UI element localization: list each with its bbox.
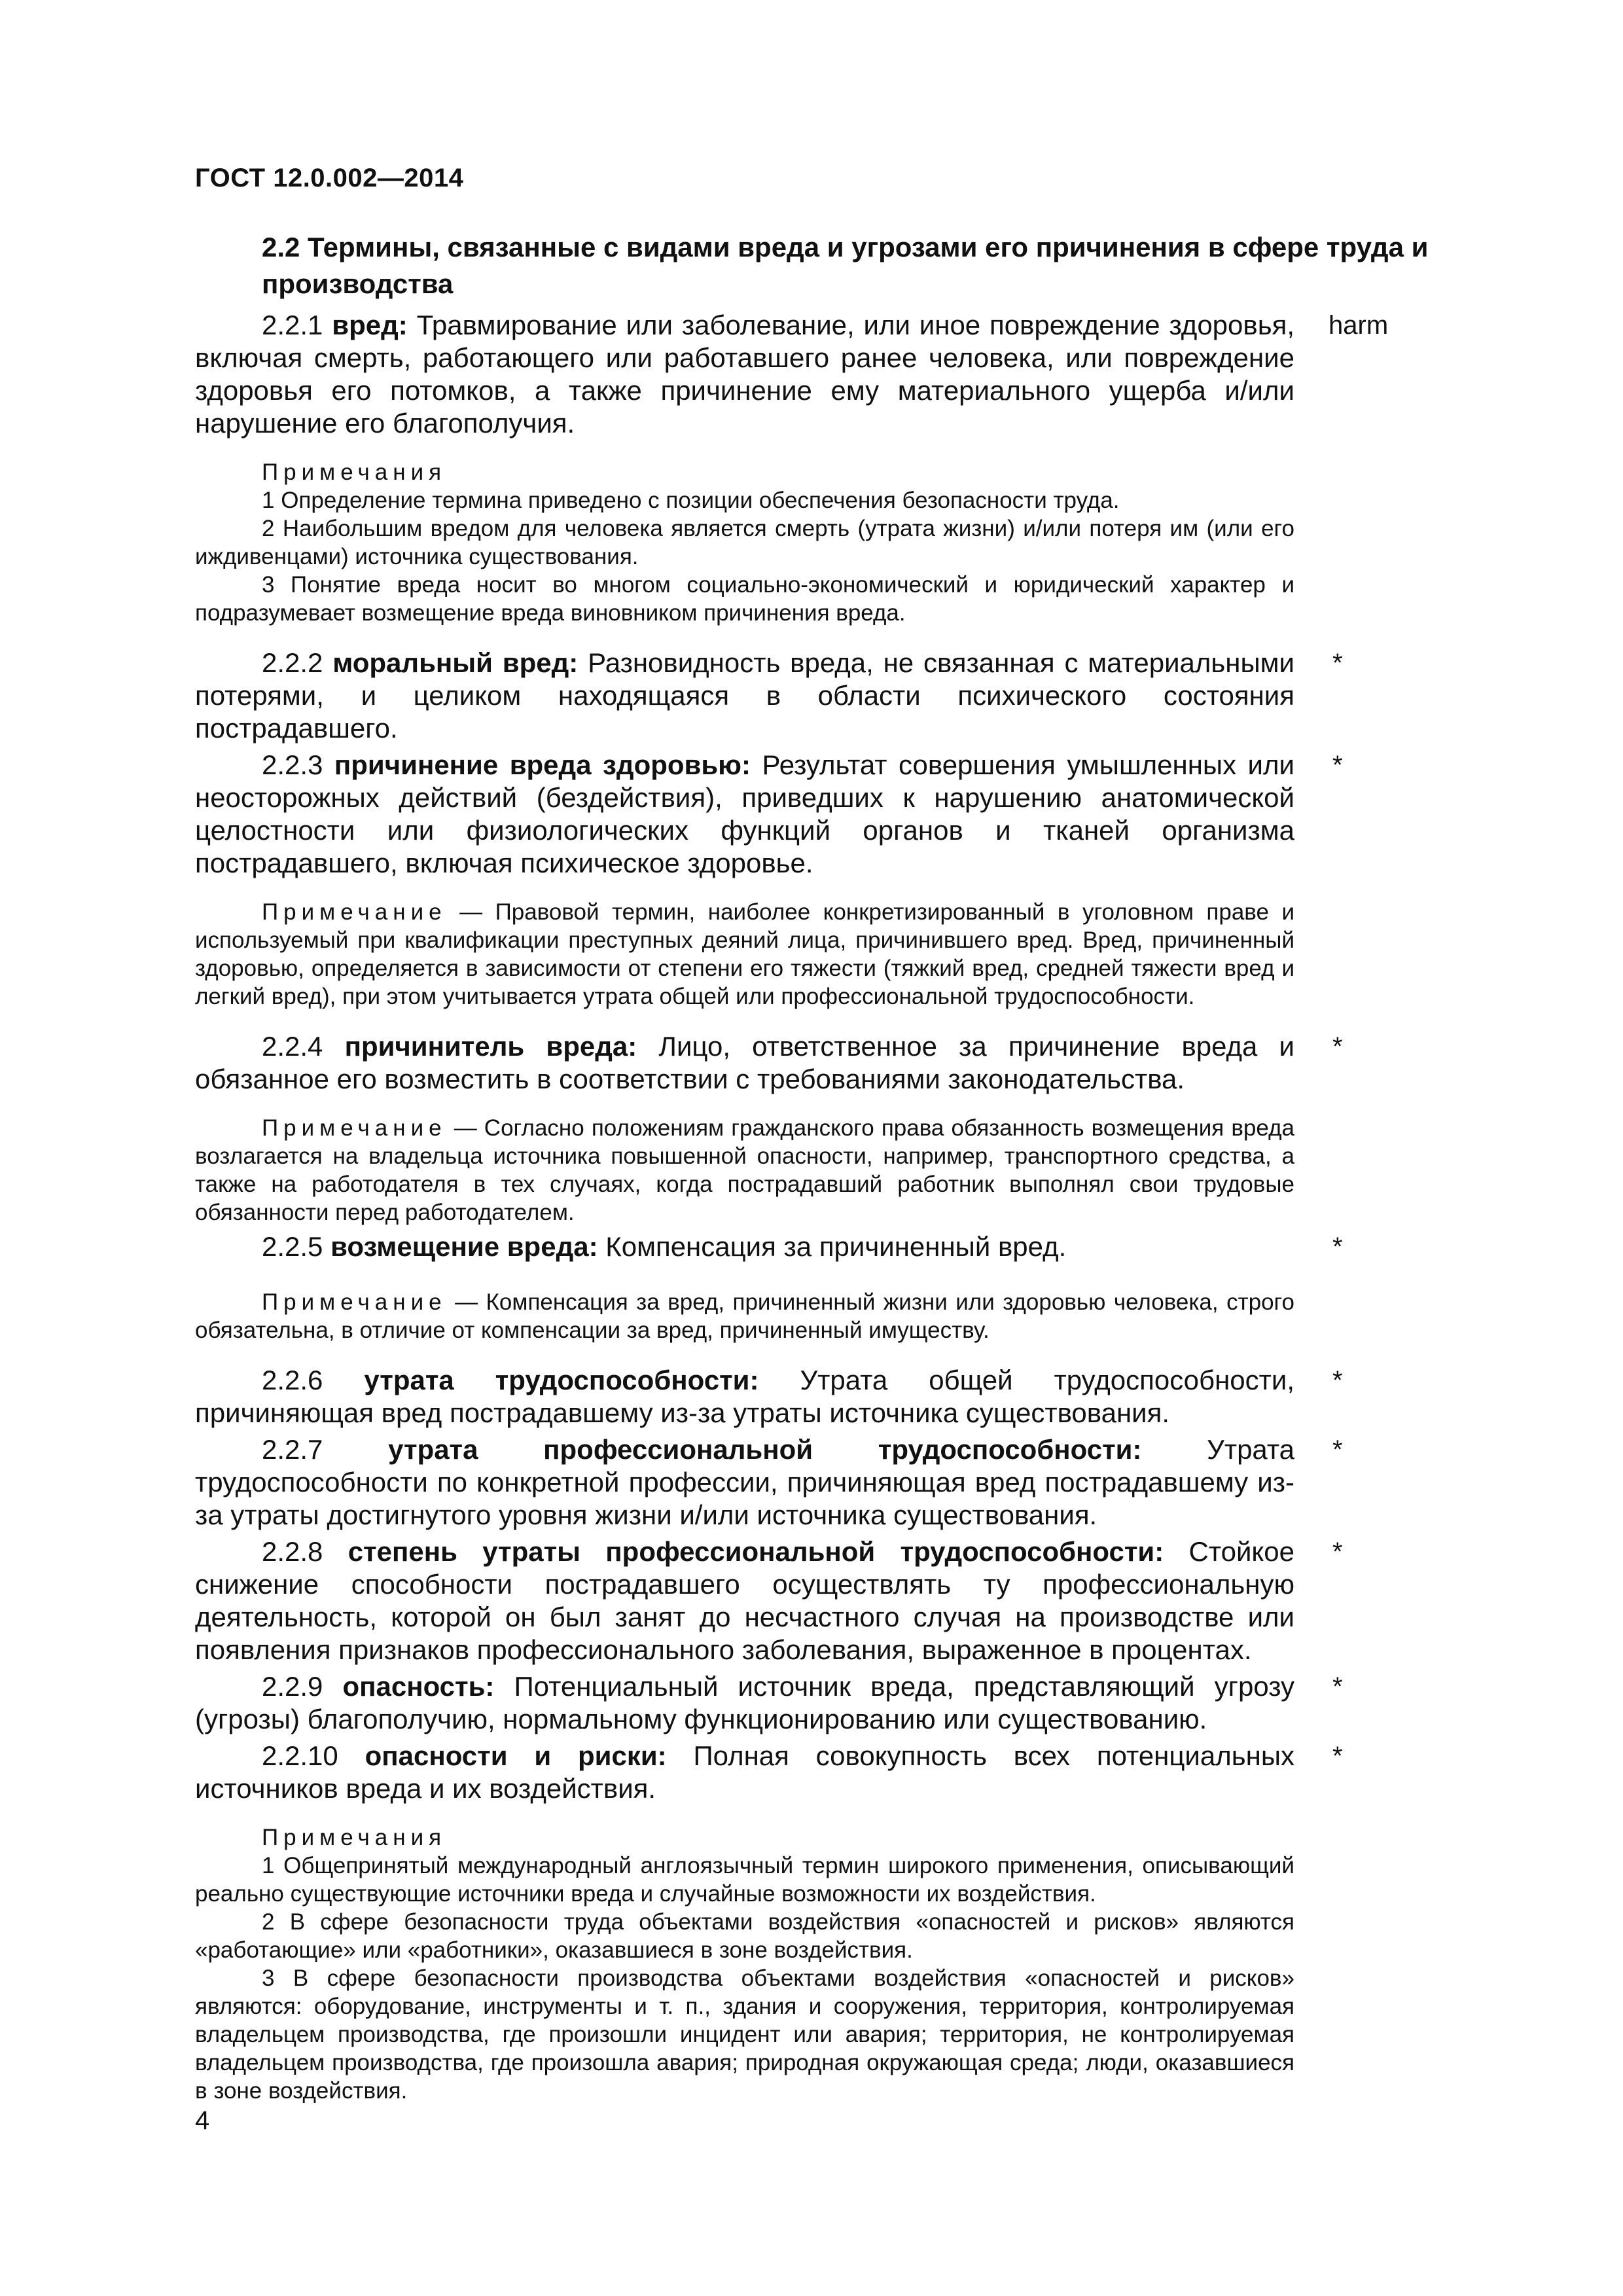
- term-number: 2.2.2: [262, 647, 323, 678]
- note-item: 1 Определение термина приведено с позиции обеспечения безопасности труда.: [262, 488, 1120, 513]
- asterisk-marker: *: [1332, 1232, 1343, 1261]
- term-definition: Полная совокупность всех потенциальных источников вреда и их воздействия.: [195, 1740, 1295, 1804]
- note-block-2-2-10: [195, 1823, 1294, 2105]
- term-definition: Утрата общей трудоспособности, причиняющая вред пострадавшему из-за утраты источника существования.: [195, 1365, 1295, 1428]
- term-number: 2.2.9: [262, 1671, 323, 1702]
- note-item: 3 В сфере безопасности производства объектами воздействия «опасностей и рисков» являются: оборудование, инструменты и т. п., здания и сооружения, территория, контролируемая владельцем производства, где произошли инцидент или авария; территория, не контролируемая владельцем производства, где произошла авария; природная окружающая среда; люди, оказавшиеся в зоне воздействия.: [195, 1965, 1294, 2104]
- term-definition: Результат совершения умышленных или неосторожных действий (бездействия), приведших к нарушению анатомической целостности или физиологических функций органов и тканей организма пострадавшего, включая психическое здоровье.: [195, 749, 1294, 878]
- term-number: 2.2.8: [262, 1536, 323, 1567]
- term-name: возмещение вреда:: [330, 1231, 598, 1262]
- note-block-2-2-1: [195, 458, 1294, 627]
- note-heading: Примечание: [262, 899, 447, 925]
- asterisk-marker: *: [1332, 1435, 1343, 1464]
- term-entry-2-2-3: [195, 749, 1343, 880]
- note-block-2-2-5: [195, 1288, 1294, 1344]
- term-definition: Утрата трудоспособности по конкретной профессии, причиняющая вред пострадавшему из-за утраты достигнутого уровня жизни и/или источника существования.: [195, 1434, 1294, 1530]
- term-number: 2.2.6: [262, 1365, 323, 1395]
- term-definition: Стойкое снижение способности пострадавшего осуществлять ту профессиональную деятельность, которой он был занят до несчастного случая на производстве или появления признаков профессионального заболевания, выраженное в процентах.: [195, 1536, 1294, 1665]
- note-item: 2 Наибольшим вредом для человека является смерть (утрата жизни) и/или потеря им (или его иждивенцами) источника существования.: [195, 516, 1294, 569]
- term-name: причинитель вреда:: [344, 1031, 637, 1062]
- term-number: 2.2.5: [262, 1231, 323, 1262]
- note-item: 1 Общепринятый международный англоязычный термин широкого применения, описывающий реально существующие источники вреда и случайные возможности их воздействия.: [195, 1853, 1294, 1907]
- asterisk-marker: *: [1332, 751, 1343, 780]
- term-number: 2.2.10: [262, 1740, 338, 1771]
- term-number: 2.2.1: [262, 310, 323, 340]
- page-number: 4: [195, 2106, 210, 2135]
- term-number: 2.2.4: [262, 1031, 323, 1062]
- note-block-2-2-4: [195, 1114, 1294, 1227]
- note-item: 3 Понятие вреда носит во многом социально-экономический и юридический характер и подразумевает возмещение вреда виновником причинения вреда.: [195, 572, 1294, 626]
- term-entry-2-2-8: [195, 1535, 1343, 1666]
- note-heading: Примечание: [262, 1289, 447, 1315]
- term-number: 2.2.7: [262, 1434, 323, 1465]
- document-body: [195, 229, 1429, 2125]
- note-heading: Примечания: [262, 459, 447, 485]
- term-name: опасность:: [342, 1671, 495, 1702]
- asterisk-marker: *: [1332, 1032, 1343, 1061]
- term-entry-2-2-6: [195, 1364, 1343, 1429]
- asterisk-marker: *: [1332, 649, 1343, 677]
- english-equivalent: harm: [1329, 311, 1389, 340]
- term-name: опасности и риски:: [365, 1740, 667, 1771]
- term-definition: Лицо, ответственное за причинение вреда и обязанное его возместить в соответствии с требованиями законодательства.: [195, 1031, 1295, 1094]
- term-definition: Разновидность вреда, не связанная с материальными потерями, и целиком находящаяся в области психического состояния пострадавшего.: [195, 647, 1294, 744]
- section-title: 2.2 Термины, связанные с видами вреда и угрозами его причинения в сфере труда и производства: [262, 232, 1429, 299]
- term-name: утрата профессиональной трудоспособности:: [388, 1434, 1142, 1465]
- term-definition: Потенциальный источник вреда, представляющий угрозу (угрозы) благополучию, нормальному функционированию или существованию.: [195, 1671, 1294, 1734]
- note-item: 2 В сфере безопасности труда объектами воздействия «опасностей и рисков» являются «работающие» или «работники», оказавшиеся в зоне воздействия.: [195, 1909, 1294, 1963]
- term-name: утрата трудоспособности:: [364, 1365, 759, 1395]
- note-text: — Правовой термин, наиболее конкретизированный в уголовном праве и используемый при квалификации преступных деяний лица, причинившего вред. Вред, причиненный здоровью, определяется в зависимости от степени его тяжести (тяжкий вред, средней тяжести вред и легкий вред), при этом учитывается утрата общей или профессиональной трудоспособности.: [195, 899, 1294, 1009]
- note-block-2-2-3: [195, 898, 1294, 1011]
- term-name: степень утраты профессиональной трудоспособности:: [348, 1536, 1164, 1567]
- term-entry-2-2-4: [195, 1030, 1343, 1096]
- note-text: — Согласно положениям гражданского права обязанность возмещения вреда возлагается на владельца источника повышенной опасности, например, транспортного средства, а также на работодателя в тех случаях, когда пострадавший работник выполнял свои трудовые обязанности перед работодателем.: [195, 1115, 1294, 1225]
- asterisk-marker: *: [1332, 1537, 1343, 1566]
- term-number: 2.2.3: [262, 749, 323, 780]
- term-definition: Травмирование или заболевание, или иное повреждение здоровья, включая смерть, работающего или работавшего ранее человека, или повреждение здоровья его потомков, а также причинение ему материального ущерба и/или нарушение его благополучия.: [195, 310, 1294, 439]
- document-header: ГОСТ 12.0.002—2014: [195, 164, 464, 192]
- term-entry-2-2-5: [195, 1230, 1343, 1263]
- asterisk-marker: *: [1332, 1366, 1343, 1395]
- term-entry-2-2-9: [195, 1670, 1343, 1736]
- term-entry-2-2-10: [195, 1740, 1343, 1805]
- note-text: — Компенсация за вред, причиненный жизни или здоровью человека, строго обязательна, в отличие от компенсации за вред, причиненный имуществу.: [195, 1289, 1294, 1343]
- term-name: вред:: [332, 310, 408, 340]
- term-entry-2-2-1: [195, 309, 1389, 440]
- term-name: причинение вреда здоровью:: [334, 749, 751, 780]
- term-entry-2-2-7: [195, 1433, 1343, 1532]
- term-name: моральный вред:: [332, 647, 579, 678]
- note-heading: Примечания: [262, 1825, 447, 1850]
- term-entry-2-2-2: [195, 647, 1343, 745]
- note-heading: Примечание: [262, 1115, 447, 1141]
- term-definition: Компенсация за причиненный вред.: [605, 1231, 1067, 1262]
- asterisk-marker: *: [1332, 1672, 1343, 1701]
- asterisk-marker: *: [1332, 1742, 1343, 1770]
